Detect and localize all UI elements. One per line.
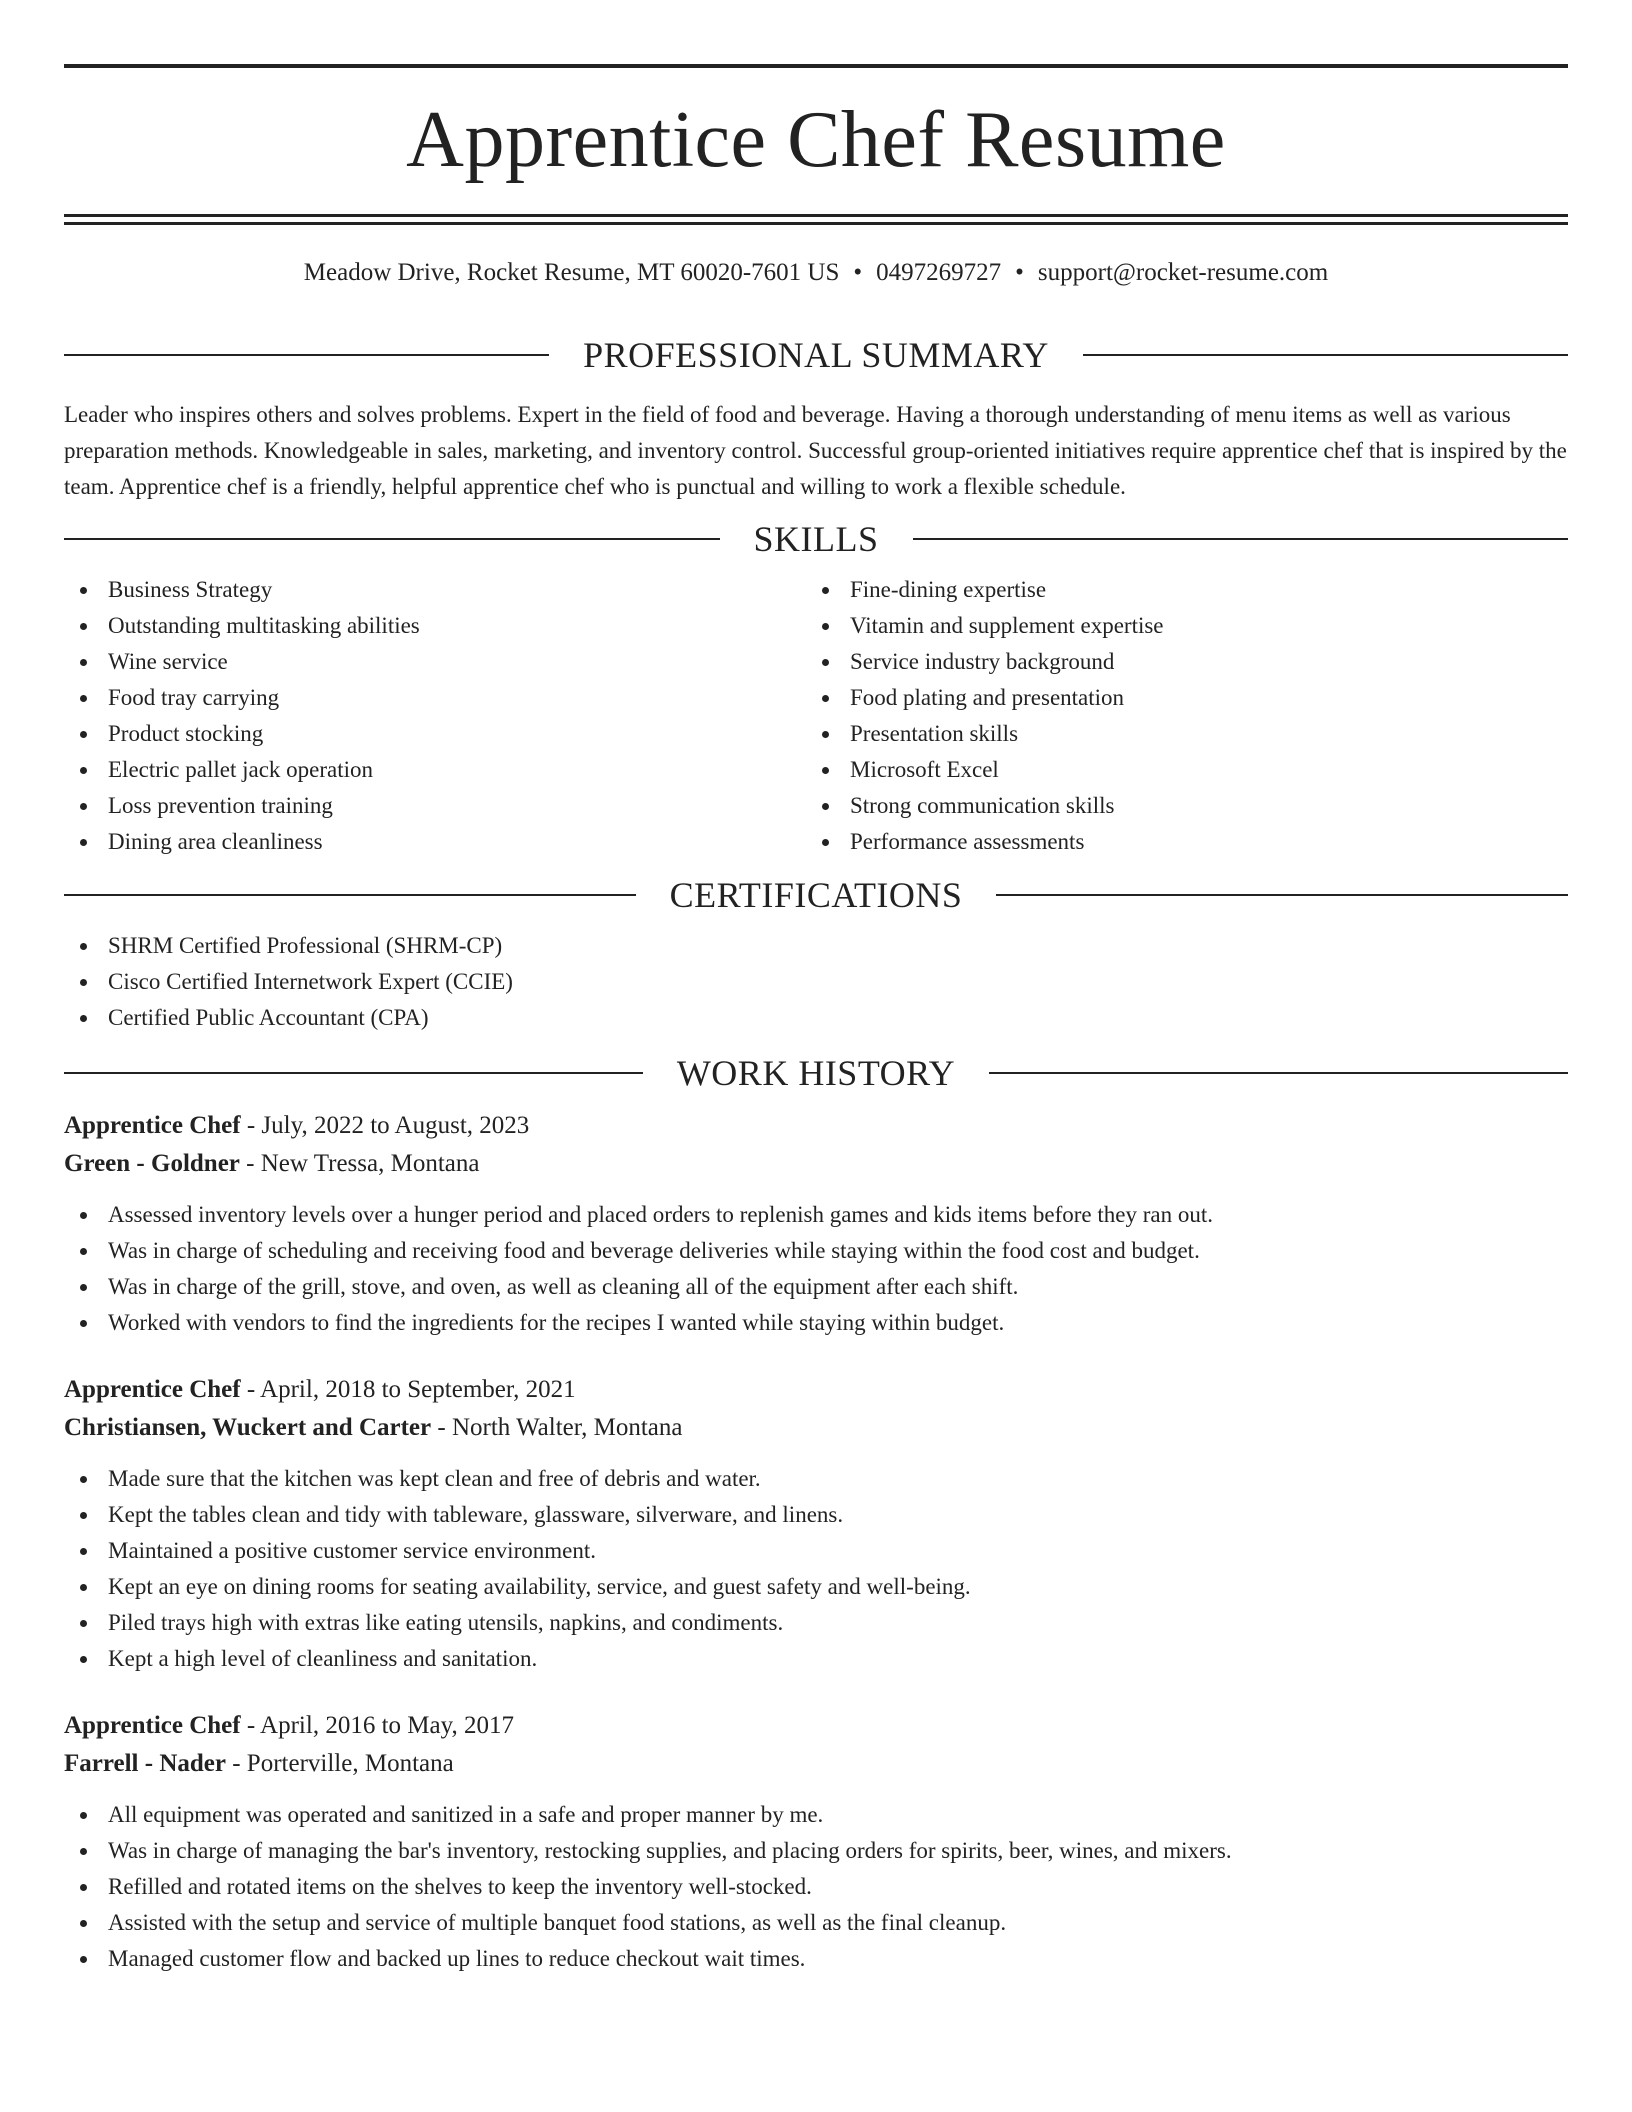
skill-item: Food tray carrying [64,680,806,716]
skills-column-right [806,572,1548,860]
skill-item: Outstanding multitasking abilities [64,608,806,644]
job-company: Christiansen, Wuckert and Carter [64,1414,432,1441]
job-duty: Was in charge of scheduling and receiving food and beverage deliveries while staying within the food cost and budget. [64,1233,1568,1269]
job-entry [64,1707,1568,1977]
job-dates: - July, 2022 to August, 2023 [240,1112,530,1139]
skill-item: Performance assessments [806,824,1548,860]
job-duty: Was in charge of the grill, stove, and oven, as well as cleaning all of the equipment after each shift. [64,1269,1568,1305]
skill-item: Dining area cleanliness [64,824,806,860]
job-duty: Kept a high level of cleanliness and sanitation. [64,1641,1568,1677]
divider-line [1083,354,1568,356]
section-title-skills: SKILLS [753,519,879,559]
section-header-certifications [64,877,1568,913]
skill-item: Microsoft Excel [806,752,1548,788]
job-title: Apprentice Chef [64,1712,241,1739]
job-duties-list [64,1197,1568,1341]
job-duty: Piled trays high with extras like eating utensils, napkins, and condiments. [64,1605,1568,1641]
contact-separator: • [853,259,863,286]
skills-grid [64,572,1568,860]
skill-item: Product stocking [64,716,806,752]
divider-line [996,894,1568,896]
skill-item: Wine service [64,644,806,680]
contact-address: Meadow Drive, Rocket Resume, MT 60020-7601 US [303,259,840,286]
resume-title: Apprentice Chef Resume [406,96,1226,184]
certification-item: Cisco Certified Internetwork Expert (CCIE) [64,964,1568,1000]
certification-item: Certified Public Accountant (CPA) [64,1000,1568,1036]
skills-list-right [806,572,1548,860]
divider-line [64,894,636,896]
job-duty: Worked with vendors to find the ingredients for the recipes I wanted while staying within budget. [64,1305,1568,1341]
section-title-certifications: CERTIFICATIONS [669,875,963,915]
job-company-line [64,1145,1568,1183]
top-rule [64,64,1568,68]
job-duty: Assisted with the setup and service of multiple banquet food stations, as well as the final cleanup. [64,1905,1568,1941]
job-duty: Assessed inventory levels over a hunger period and placed orders to replenish games and kids items before they ran out. [64,1197,1568,1233]
skills-column-left [64,572,806,860]
job-duties-list [64,1461,1568,1677]
job-duty: All equipment was operated and sanitized in a safe and proper manner by me. [64,1797,1568,1833]
certification-item: SHRM Certified Professional (SHRM-CP) [64,928,1568,964]
job-duty: Kept an eye on dining rooms for seating availability, service, and guest safety and well-being. [64,1569,1568,1605]
skill-item: Business Strategy [64,572,806,608]
job-dates: - April, 2016 to May, 2017 [240,1712,514,1739]
job-entry [64,1371,1568,1677]
job-duty: Maintained a positive customer service environment. [64,1533,1568,1569]
job-title-line [64,1107,1568,1145]
divider-line [913,538,1569,540]
job-company: Farrell - Nader [64,1750,226,1777]
skill-item: Electric pallet jack operation [64,752,806,788]
section-title-work-history: WORK HISTORY [676,1053,956,1093]
skill-item: Vitamin and supplement expertise [806,608,1548,644]
contact-line [64,260,1568,285]
job-title: Apprentice Chef [64,1376,241,1403]
job-company-line [64,1745,1568,1783]
job-duty: Managed customer flow and backed up lines to reduce checkout wait times. [64,1941,1568,1977]
skill-item: Strong communication skills [806,788,1548,824]
job-dates: - April, 2018 to September, 2021 [240,1376,576,1403]
skill-item: Presentation skills [806,716,1548,752]
skill-item: Loss prevention training [64,788,806,824]
contact-separator: • [1015,259,1024,286]
summary-text: Leader who inspires others and solves problems. Expert in the field of food and beverage. Having a thorough understanding of menu items as well as various preparation methods. Knowledgeable in sales, marketing, and inventory control. Successful group-oriented initiatives require apprentice chef that is inspired by the team. Apprentice chef is a friendly, helpful apprentice chef who is punctual and willing to work a flexible schedule. [64,402,1567,499]
section-header-work-history [64,1055,1568,1091]
job-title-line [64,1707,1568,1745]
skill-item: Food plating and presentation [806,680,1548,716]
section-title-summary: PROFESSIONAL SUMMARY [583,335,1049,375]
skills-list-left [64,572,806,860]
contact-phone: 0497269727 [876,259,1002,286]
skill-item: Fine-dining expertise [806,572,1548,608]
contact-email: support@rocket-resume.com [1037,259,1329,286]
job-duty: Kept the tables clean and tidy with tableware, glassware, silverware, and linens. [64,1497,1568,1533]
divider-line [64,1072,643,1074]
job-company-line [64,1409,1568,1447]
divider-line [64,538,720,540]
certifications-list [64,928,1568,1036]
title-double-rule [64,214,1568,225]
job-title: Apprentice Chef [64,1112,241,1139]
job-location: - New Tressa, Montana [239,1150,480,1177]
job-duties-list [64,1797,1568,1977]
skill-item: Service industry background [806,644,1548,680]
divider-line [64,354,549,356]
job-company: Green - Goldner [64,1150,240,1177]
job-location: - North Walter, Montana [431,1414,683,1441]
section-header-summary [64,337,1568,373]
job-duty: Was in charge of managing the bar's inventory, restocking supplies, and placing orders for spirits, beer, wines, and mixers. [64,1833,1568,1869]
section-header-skills [64,521,1568,557]
job-duty: Made sure that the kitchen was kept clean and free of debris and water. [64,1461,1568,1497]
job-duty: Refilled and rotated items on the shelves to keep the inventory well-stocked. [64,1869,1568,1905]
job-entry [64,1107,1568,1341]
job-location: - Porterville, Montana [225,1750,454,1777]
job-title-line [64,1371,1568,1409]
divider-line [989,1072,1568,1074]
